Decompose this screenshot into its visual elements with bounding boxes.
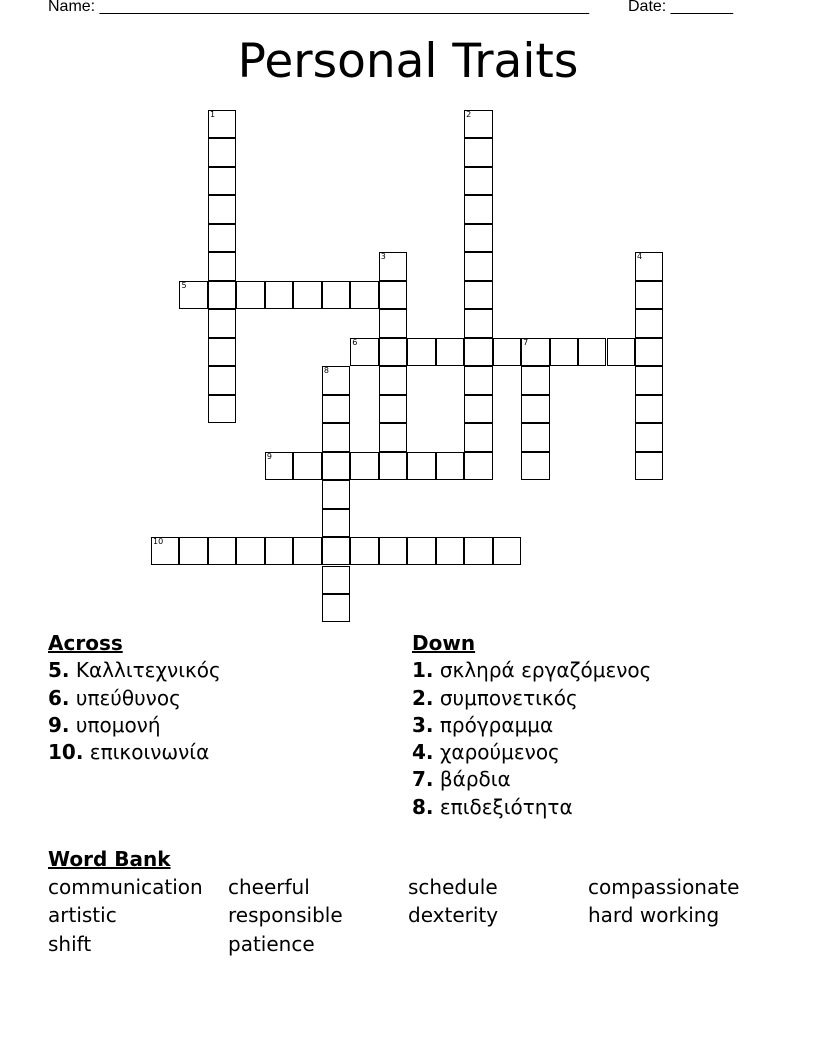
crossword-cell[interactable] — [322, 281, 350, 309]
crossword-cell[interactable] — [464, 138, 492, 166]
clue-number: 3. — [412, 712, 434, 737]
across-clue — [48, 685, 221, 712]
crossword-cell[interactable] — [322, 537, 350, 565]
down-clues — [412, 630, 651, 821]
crossword-cell[interactable] — [521, 338, 549, 366]
crossword-cell[interactable] — [379, 452, 407, 480]
crossword-cell[interactable] — [635, 423, 663, 451]
crossword-cell[interactable] — [293, 452, 321, 480]
crossword-cell[interactable] — [208, 167, 236, 195]
crossword-cell[interactable] — [322, 566, 350, 594]
word-bank-item: patience — [228, 932, 315, 956]
down-clue — [412, 766, 651, 793]
crossword-cell[interactable] — [208, 338, 236, 366]
crossword-cell[interactable] — [607, 338, 635, 366]
down-clue — [412, 712, 651, 739]
down-clue — [412, 739, 651, 766]
crossword-cell[interactable] — [322, 395, 350, 423]
crossword-cell[interactable] — [464, 195, 492, 223]
down-clue — [412, 657, 651, 684]
clue-text: επικοινωνία — [89, 740, 210, 765]
crossword-cell[interactable] — [179, 537, 207, 565]
crossword-cell[interactable] — [464, 366, 492, 394]
clue-text: χαρούμενος — [439, 740, 560, 765]
crossword-cell[interactable] — [407, 537, 435, 565]
crossword-cell[interactable] — [464, 167, 492, 195]
crossword-cell[interactable] — [493, 338, 521, 366]
cell-number: 9 — [266, 451, 272, 461]
crossword-cell[interactable] — [407, 452, 435, 480]
crossword-cell[interactable] — [322, 509, 350, 537]
crossword-cell[interactable] — [379, 395, 407, 423]
across-clues — [48, 630, 221, 766]
crossword-cell[interactable] — [350, 452, 378, 480]
clue-number: 6. — [48, 685, 70, 710]
crossword-cell[interactable] — [635, 452, 663, 480]
crossword-cell[interactable] — [635, 309, 663, 337]
clue-number: 10. — [48, 740, 84, 765]
name-field-label: Name: _______________________________________________________ — [48, 0, 589, 15]
crossword-cell[interactable] — [436, 537, 464, 565]
crossword-cell[interactable] — [265, 537, 293, 565]
crossword-cell[interactable] — [322, 594, 350, 622]
crossword-cell[interactable] — [293, 281, 321, 309]
word-bank-item: schedule — [408, 875, 498, 899]
crossword-cell[interactable] — [179, 281, 207, 309]
crossword-cell[interactable] — [236, 537, 264, 565]
crossword-cell[interactable] — [151, 537, 179, 565]
crossword-cell[interactable] — [208, 395, 236, 423]
cell-number: 2 — [466, 110, 472, 119]
crossword-cell[interactable] — [464, 537, 492, 565]
clue-text: Καλλιτεχνικός — [75, 658, 221, 683]
down-clue — [412, 685, 651, 712]
crossword-cell[interactable] — [407, 338, 435, 366]
crossword-cell[interactable] — [208, 195, 236, 223]
clue-text: πρόγραμμα — [439, 712, 554, 737]
crossword-cell[interactable] — [208, 281, 236, 309]
clue-number: 7. — [412, 767, 434, 792]
crossword-cell[interactable] — [521, 423, 549, 451]
cell-number: 10 — [153, 537, 164, 547]
clue-text: βάρδια — [439, 767, 511, 792]
crossword-cell[interactable] — [521, 452, 549, 480]
word-bank-item: cheerful — [228, 875, 310, 899]
crossword-cell[interactable] — [464, 452, 492, 480]
crossword-cell[interactable] — [464, 395, 492, 423]
crossword-cell[interactable] — [322, 452, 350, 480]
across-clue — [48, 657, 221, 684]
clue-text: σκληρά εργαζόμενος — [439, 658, 652, 683]
crossword-cell[interactable] — [350, 338, 378, 366]
crossword-cell[interactable] — [436, 452, 464, 480]
word-bank-item: artistic — [48, 903, 117, 927]
clue-text: επιδεξιότητα — [439, 794, 573, 819]
word-bank-item: compassionate — [588, 875, 740, 899]
down-heading: Down — [412, 631, 476, 655]
clue-number: 1. — [412, 658, 434, 683]
crossword-cell[interactable] — [208, 110, 236, 138]
crossword-cell[interactable] — [436, 338, 464, 366]
cell-number: 8 — [323, 366, 329, 376]
clue-number: 2. — [412, 685, 434, 710]
crossword-cell[interactable] — [521, 395, 549, 423]
cell-number: 1 — [209, 110, 216, 119]
crossword-cell[interactable] — [208, 537, 236, 565]
word-bank-heading: Word Bank — [48, 847, 171, 871]
crossword-cell[interactable] — [322, 423, 350, 451]
clue-number: 8. — [412, 794, 434, 819]
crossword-cell[interactable] — [464, 309, 492, 337]
word-bank-item: dexterity — [408, 903, 499, 927]
crossword-cell[interactable] — [208, 252, 236, 280]
cell-number: 3 — [380, 252, 386, 262]
cell-number: 7 — [523, 337, 529, 347]
crossword-cell[interactable] — [208, 309, 236, 337]
crossword-cell[interactable] — [293, 537, 321, 565]
crossword-cell[interactable] — [464, 423, 492, 451]
across-heading: Across — [48, 631, 123, 655]
crossword-cell[interactable] — [236, 281, 264, 309]
crossword-cell[interactable] — [208, 366, 236, 394]
crossword-cell[interactable] — [464, 338, 492, 366]
crossword-cell[interactable] — [379, 537, 407, 565]
crossword-cell[interactable] — [265, 281, 293, 309]
crossword-cell[interactable] — [635, 366, 663, 394]
crossword-cell[interactable] — [379, 309, 407, 337]
crossword-cell[interactable] — [350, 537, 378, 565]
word-bank-item: shift — [48, 932, 92, 956]
word-bank-item: responsible — [228, 903, 343, 927]
crossword-cell[interactable] — [322, 366, 350, 394]
cell-number: 5 — [181, 280, 187, 290]
crossword-cell[interactable] — [635, 252, 663, 280]
crossword-cell[interactable] — [464, 252, 492, 280]
crossword-cell[interactable] — [379, 252, 407, 280]
crossword-cell[interactable] — [350, 281, 378, 309]
crossword-cell[interactable] — [464, 281, 492, 309]
crossword-cell[interactable] — [265, 452, 293, 480]
crossword-cell[interactable] — [379, 366, 407, 394]
clue-text: υπομονή — [75, 712, 161, 737]
crossword-cell[interactable] — [208, 224, 236, 252]
across-clue — [48, 712, 221, 739]
crossword-cell[interactable] — [379, 423, 407, 451]
crossword-cell[interactable] — [635, 281, 663, 309]
page-title: Personal Traits — [237, 34, 579, 89]
crossword-cell[interactable] — [635, 338, 663, 366]
cell-number: 4 — [636, 252, 643, 262]
crossword-cell[interactable] — [493, 537, 521, 565]
crossword-cell[interactable] — [208, 138, 236, 166]
clue-number: 5. — [48, 658, 70, 683]
crossword-cell[interactable] — [521, 366, 549, 394]
cell-number: 6 — [352, 337, 358, 347]
down-clue — [412, 794, 651, 821]
clue-number: 9. — [48, 712, 70, 737]
crossword-cell[interactable] — [550, 338, 578, 366]
date-field-label: Date: _______ — [628, 0, 733, 15]
crossword-cell[interactable] — [578, 338, 606, 366]
clue-text: υπεύθυνος — [75, 685, 181, 710]
across-clue — [48, 739, 221, 766]
word-bank-item: hard working — [588, 903, 720, 927]
crossword-cell[interactable] — [322, 480, 350, 508]
crossword-cell[interactable] — [635, 395, 663, 423]
crossword-cell[interactable] — [379, 338, 407, 366]
crossword-cell[interactable] — [464, 224, 492, 252]
word-bank-item: communication — [48, 875, 203, 899]
clue-number: 4. — [412, 740, 434, 765]
crossword-cell[interactable] — [464, 110, 492, 138]
crossword-cell[interactable] — [379, 281, 407, 309]
clue-text: συμπονετικός — [439, 685, 578, 710]
